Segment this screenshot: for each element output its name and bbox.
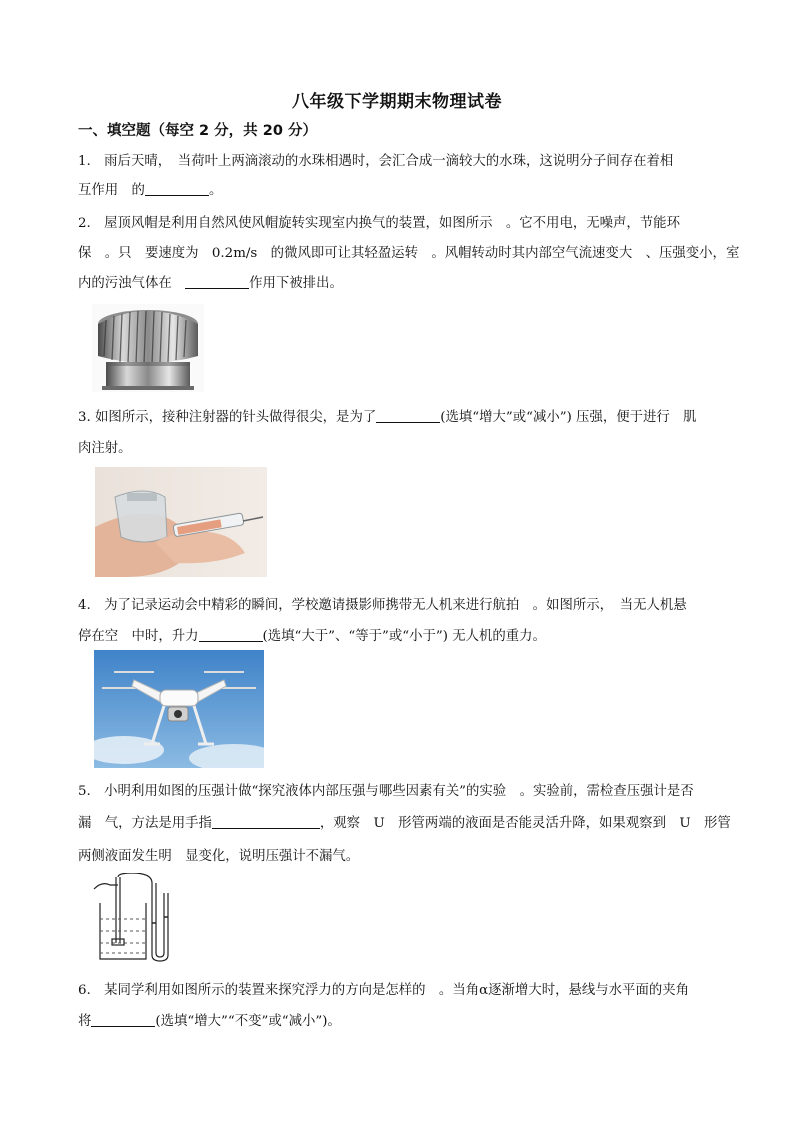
q6-line-1: 6. 某同学利用如图所示的装置来探究浮力的方向是怎样的 。当角α逐渐增大时，悬线与水平面的夹角 (78, 983, 690, 998)
q5-line-2: 漏 气，方法是用手指 ，观察 U 形管两端的液面是否能灵活升降，如果观察到 U 形管 (78, 816, 731, 831)
q1-line-2: 互作用 的 。 (78, 183, 223, 198)
answer-blank[interactable] (185, 274, 249, 289)
q2-line-3: 内的污浊气体在 作用下被排出。 (78, 276, 343, 291)
answer-blank[interactable] (145, 181, 209, 196)
u-tube-manometer-image (92, 873, 180, 963)
page-title: 八年级下学期期末物理试卷 (292, 92, 502, 112)
q4-line-1: 4. 为了记录运动会中精彩的瞬间，学校邀请摄影师携带无人机来进行航拍 。如图所示， 当无人机悬 (78, 598, 687, 613)
q5-line-3: 两侧液面发生明 显变化，说明压强计不漏气。 (78, 849, 360, 864)
answer-blank[interactable] (199, 627, 263, 642)
answer-blank[interactable] (91, 1012, 155, 1027)
q4-line-2: 停在空 中时，升力 (选填“大于”、“等于”或“小于”) 无人机的重力。 (78, 629, 546, 644)
roof-vent-image (92, 304, 204, 392)
answer-blank[interactable] (376, 408, 440, 423)
syringe-image (95, 467, 267, 577)
q6-line-2: 将 (选填“增大”“不变”或“减小”)。 (78, 1014, 341, 1029)
section-heading: 一、填空题（每空 2 分，共 20 分） (78, 123, 317, 139)
q2-line-2: 保 。只 要速度为 0.2m/s 的微风即可让其轻盈运转 。风帽转动时其内部空气流速变大 、压强变小，室 (78, 246, 740, 261)
drone-image (94, 650, 264, 768)
q2-line-1: 2. 屋顶风帽是利用自然风使风帽旋转实现室内换气的装置，如图所示 。它不用电，无噪声，节能环 (78, 216, 680, 231)
q3-line-2: 肉注射。 (78, 441, 132, 456)
q3-line-1: 3. 如图所示，接种注射器的针头做得很尖，是为了 (选填“增大”或“减小”) 压强，便于进行 肌 (78, 410, 697, 425)
q1-line-1: 1. 雨后天晴， 当荷叶上两滴滚动的水珠相遇时，会汇合成一滴较大的水珠，这说明分子间存在着相 (78, 154, 674, 169)
q5-line-1: 5. 小明利用如图的压强计做“探究液体内部压强与哪些因素有关”的实验 。实验前，需检查压强计是否 (78, 784, 694, 799)
answer-blank[interactable] (212, 814, 320, 829)
